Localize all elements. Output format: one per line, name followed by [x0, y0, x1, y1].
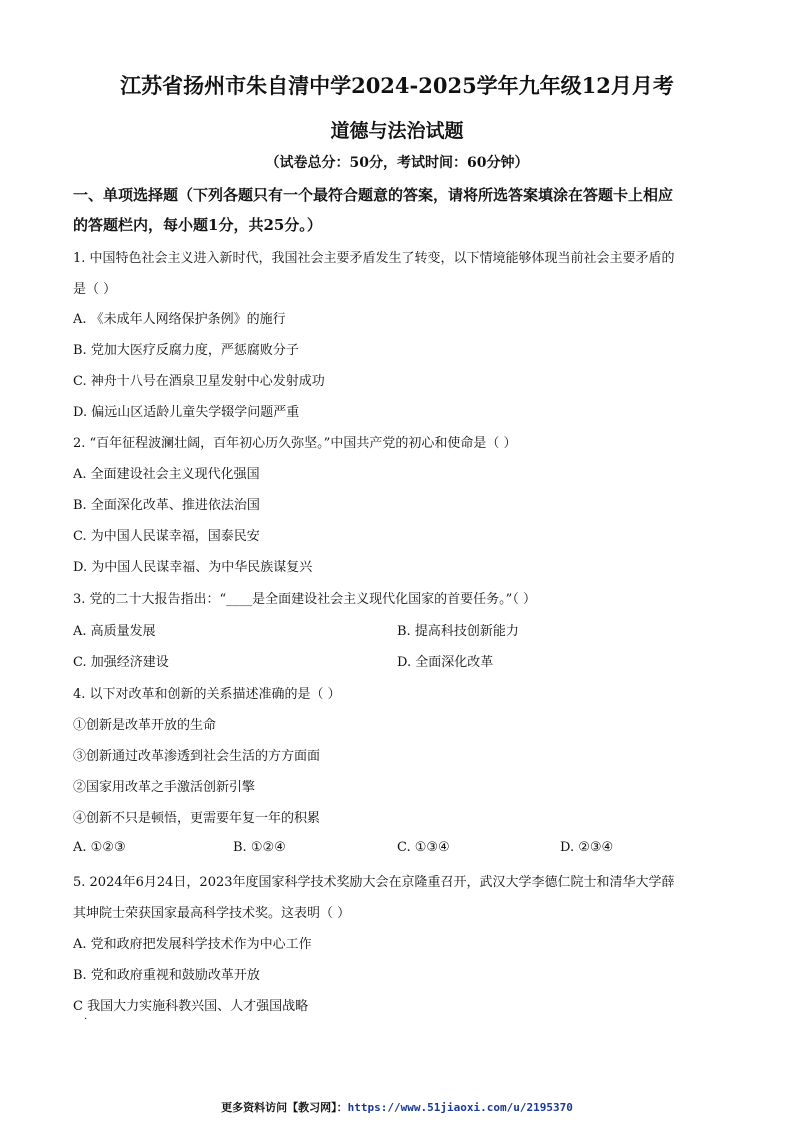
stray-dot-mark: ·: [84, 1014, 88, 1025]
section-heading-line1: 一、单项选择题（下列各题只有一个最符合题意的答案，请将所选答案填涂在答题卡上相应: [73, 186, 674, 204]
q3-option-d: D. 全面深化改革: [397, 655, 494, 670]
q3-option-a: A. 高质量发展: [73, 624, 156, 639]
q5-stem-line1: 5. 2024年6月24日，2023年度国家科学技术奖励大会在京隆重召开，武汉大学李德仁院士和清华大学薛: [73, 875, 675, 890]
exam-title: 江苏省扬州市朱自清中学2024-2025学年九年级12月月考: [120, 73, 674, 98]
q4-option-c: C. ①③④: [397, 840, 450, 855]
q2-stem: 2. “百年征程波澜壮阔，百年初心历久弥坚。”中国共产党的初心和使命是（ ）: [73, 436, 517, 451]
q4-stem: 4. 以下对改革和创新的关系描述准确的是（ ）: [73, 687, 341, 702]
exam-subject: 道德与法治试题: [330, 120, 464, 142]
q1-option-d: D. 偏远山区适龄儿童失学辍学问题严重: [73, 405, 300, 420]
q4-statement-3: ③创新通过改革渗透到社会生活的方方面面: [73, 749, 321, 764]
q1-stem-line2: 是（ ）: [73, 282, 117, 297]
q3-option-c: C. 加强经济建设: [73, 655, 169, 670]
q1-option-a: A. 《未成年人网络保护条例》的施行: [73, 312, 286, 327]
q5-option-b: B. 党和政府重视和鼓励改革开放: [73, 968, 260, 983]
footer-url[interactable]: https://www.51jiaoxi.com/u/2195370: [347, 1101, 573, 1114]
q2-option-b: B. 全面深化改革、推进依法治国: [73, 498, 260, 513]
section-heading-line2: 的答题栏内，每小题1分，共25分。）: [73, 216, 322, 234]
q4-statement-1: ①创新是改革开放的生命: [73, 718, 217, 733]
footer-prefix: 更多资料访问【教习网】：: [221, 1101, 348, 1114]
q4-option-d: D. ②③④: [560, 840, 614, 855]
q2-option-c: C. 为中国人民谋幸福，国泰民安: [73, 529, 260, 544]
q1-option-b: B. 党加大医疗反腐力度，严惩腐败分子: [73, 343, 299, 358]
q3-stem: 3. 党的二十大报告指出：“____是全面建设社会主义现代化国家的首要任务。”（ ）: [73, 592, 536, 607]
q4-statement-4: ④创新不只是顿悟，更需要年复一年的积累: [73, 811, 321, 826]
q2-option-d: D. 为中国人民谋幸福、为中华民族谋复兴: [73, 560, 313, 575]
q5-option-a: A. 党和政府把发展科学技术作为中心工作: [73, 937, 312, 952]
q5-stem-line2: 其坤院士荣获国家最高科学技术奖。这表明（ ）: [73, 906, 351, 921]
section-heading: [73, 180, 733, 240]
q2-option-a: A. 全面建设社会主义现代化强国: [73, 467, 260, 482]
q4-statement-2: ②国家用改革之手激活创新引擎: [73, 780, 256, 795]
footer-link[interactable]: [0, 1099, 794, 1115]
exam-info: （试卷总分：50分，考试时间：60分钟）: [265, 155, 529, 171]
q5-option-c: C 我国大力实施科教兴国、人才强国战略: [73, 999, 309, 1014]
q1-option-c: C. 神舟十八号在酒泉卫星发射中心发射成功: [73, 374, 325, 389]
q4-option-b: B. ①②④: [233, 840, 286, 855]
q1-stem-line1: 1. 中国特色社会主义进入新时代，我国社会主要矛盾发生了转变，以下情境能够体现当前社会主要矛盾的: [73, 251, 675, 266]
q3-option-b: B. 提高科技创新能力: [397, 624, 519, 639]
q4-option-a: A. ①②③: [73, 840, 126, 855]
